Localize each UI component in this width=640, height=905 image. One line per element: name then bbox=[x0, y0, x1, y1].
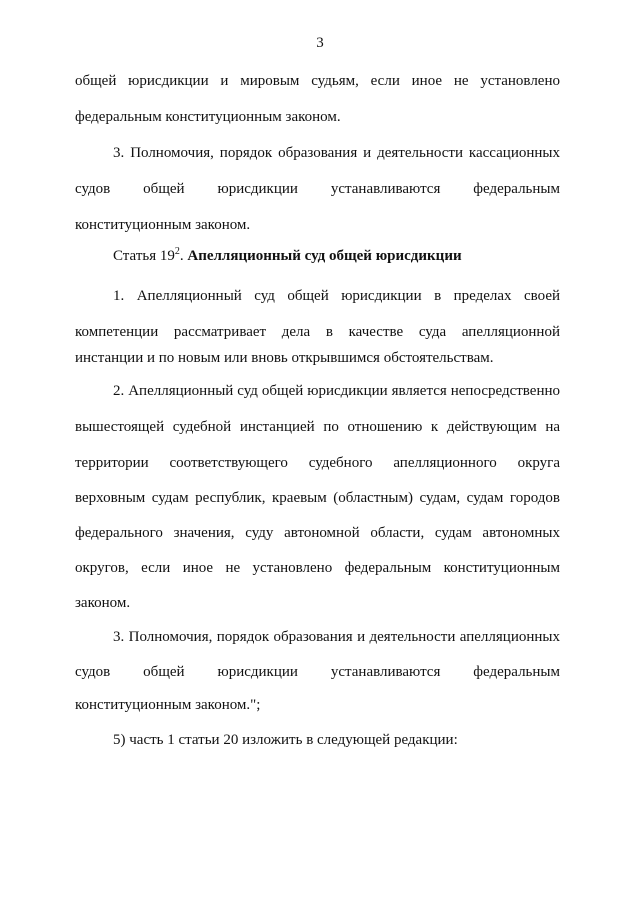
text-line: инстанции и по новым или вновь открывшимся обстоятельствам. bbox=[75, 350, 494, 366]
text-line: судов общей юрисдикции устанавливаются федеральным bbox=[75, 664, 560, 680]
text-line: округов, если иное не установлено федеральным конституционным bbox=[75, 560, 560, 576]
text-line: территории соответствующего судебного апелляционного округа bbox=[75, 455, 560, 471]
text-line: федеральным конституционным законом. bbox=[75, 109, 341, 125]
text-line: 1. Апелляционный суд общей юрисдикции в пределах своей bbox=[113, 288, 560, 304]
text-line: верховным судам республик, краевым (областным) судам, судам городов bbox=[75, 490, 560, 506]
text-line: компетенции рассматривает дела в качестве суда апелляционной bbox=[75, 324, 560, 340]
page-number: 3 bbox=[316, 35, 324, 51]
article-number: Статья 19 bbox=[113, 248, 175, 264]
text-line: федерального значения, суду автономной области, судам автономных bbox=[75, 525, 560, 541]
article-heading bbox=[113, 247, 560, 265]
text-line: 2. Апелляционный суд общей юрисдикции является непосредственно bbox=[113, 383, 560, 399]
text-line: судов общей юрисдикции устанавливаются федеральным bbox=[75, 181, 560, 197]
article-title: Апелляционный суд общей юрисдикции bbox=[187, 248, 462, 264]
text-line: вышестоящей судебной инстанцией по отношению к действующим на bbox=[75, 419, 560, 435]
text-line: конституционным законом. bbox=[75, 217, 251, 233]
text-line: общей юрисдикции и мировым судьям, если иное не установлено bbox=[75, 73, 560, 89]
text-line: 3. Полномочия, порядок образования и деятельности кассационных bbox=[113, 145, 560, 161]
text-line: конституционным законом."; bbox=[75, 697, 261, 713]
text-line: законом. bbox=[75, 595, 131, 611]
text-line: 3. Полномочия, порядок образования и деятельности апелляционных bbox=[113, 629, 560, 645]
article-superscript: 2 bbox=[174, 246, 180, 257]
text-line: 5) часть 1 статьи 20 изложить в следующей редакции: bbox=[113, 732, 458, 748]
article-dot: . bbox=[179, 248, 188, 264]
